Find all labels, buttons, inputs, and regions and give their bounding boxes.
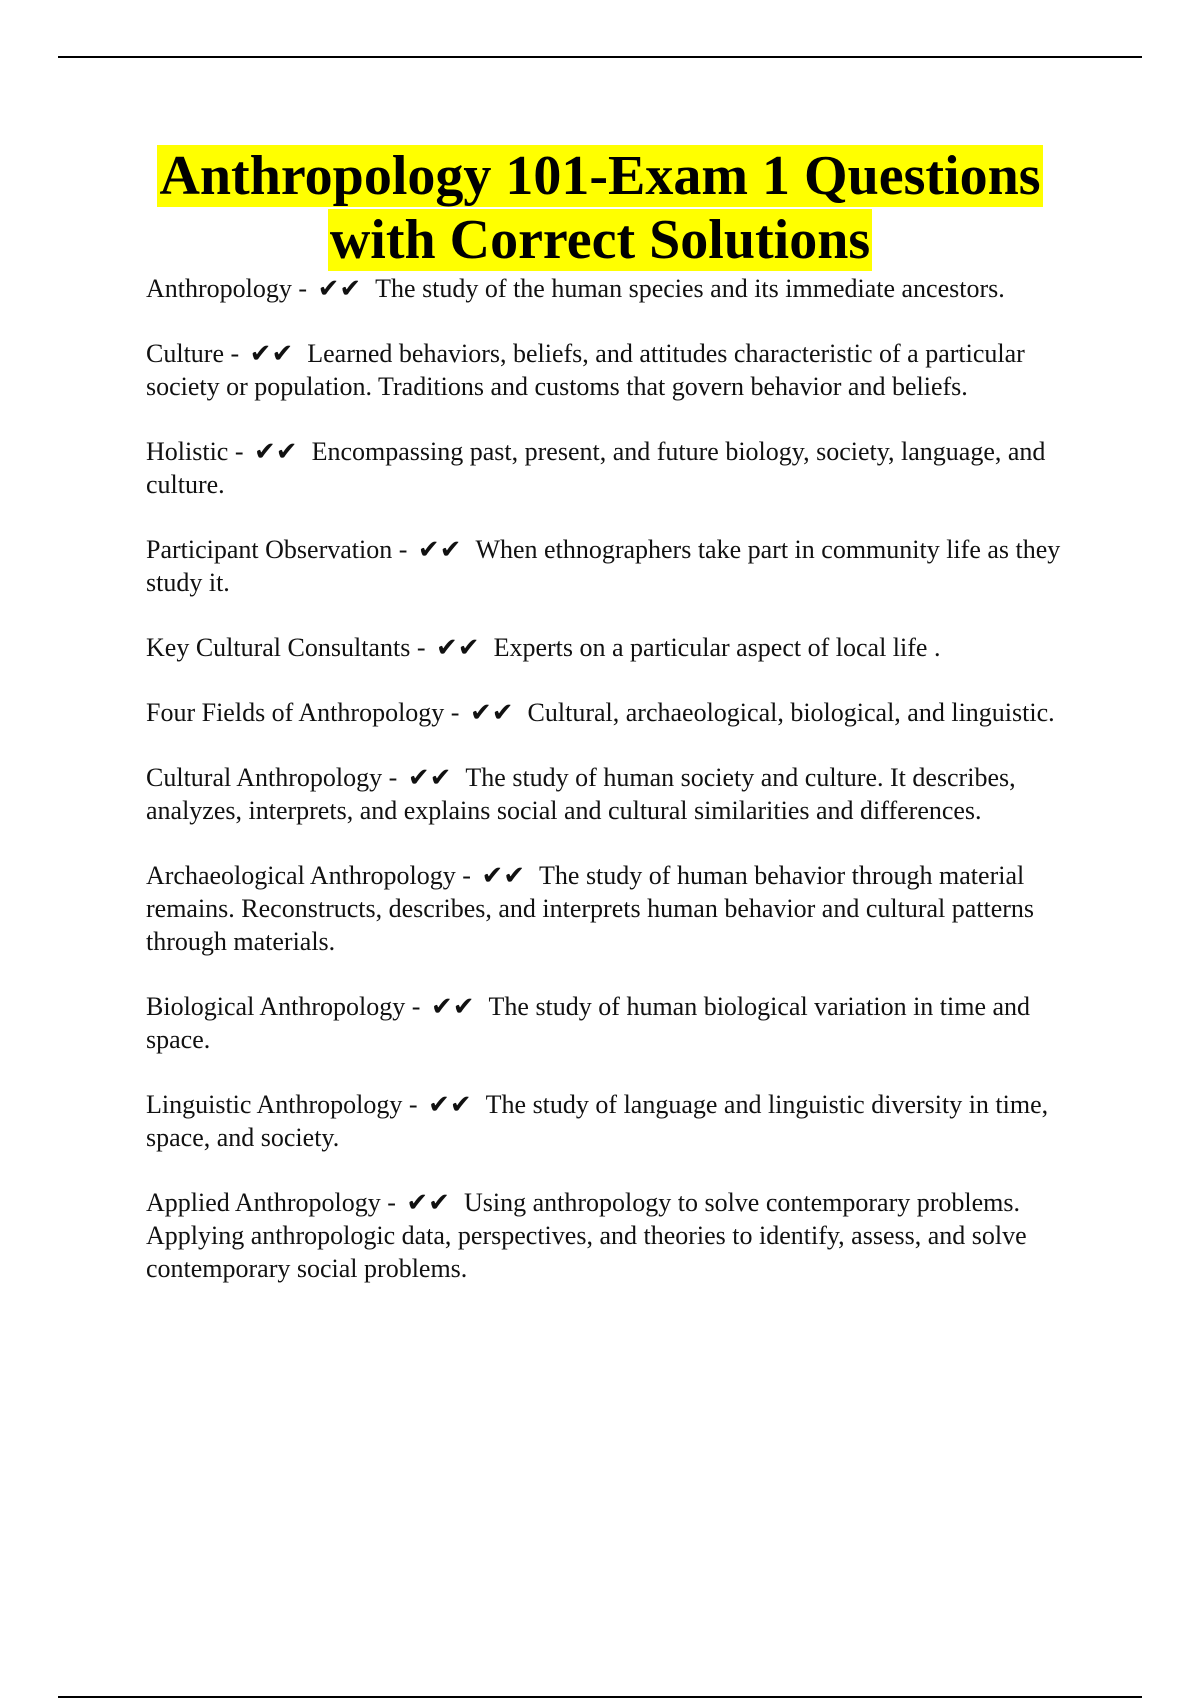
bottom-rule bbox=[58, 1696, 1142, 1698]
separator: - bbox=[402, 1090, 425, 1119]
separator: - bbox=[382, 763, 404, 792]
term: Culture bbox=[146, 339, 224, 368]
double-check-icon: ✔✔ bbox=[249, 339, 294, 368]
separator: - bbox=[224, 339, 246, 368]
definition: Encompassing past, present, and future biology, society, language, and culture. bbox=[146, 437, 1046, 499]
separator: - bbox=[455, 861, 478, 890]
definition: The study of human behavior through material remains. Reconstructs, describes, and interprets human behavior and cultural patterns through materials. bbox=[146, 861, 1035, 956]
double-check-icon: ✔✔ bbox=[481, 861, 526, 890]
definition: Learned behaviors, beliefs, and attitudes characteristic of a particular society or population. Traditions and customs that govern behavior and beliefs. bbox=[146, 339, 1025, 401]
top-rule bbox=[58, 56, 1142, 58]
qa-entry bbox=[146, 272, 1096, 305]
double-check-icon: ✔✔ bbox=[317, 274, 362, 303]
separator: - bbox=[380, 1188, 403, 1217]
term: Biological Anthropology bbox=[146, 992, 406, 1021]
double-check-icon: ✔✔ bbox=[430, 992, 475, 1021]
qa-entry bbox=[146, 859, 1096, 958]
definition: When ethnographers take part in community life as they study it. bbox=[146, 535, 1061, 597]
double-check-icon: ✔✔ bbox=[428, 1090, 472, 1119]
qa-entry bbox=[146, 533, 1096, 599]
separator: - bbox=[405, 992, 427, 1021]
qa-entry bbox=[146, 1186, 1096, 1285]
term: Key Cultural Consultants bbox=[146, 633, 411, 662]
term: Four Fields of Anthropology bbox=[146, 698, 445, 727]
title-line-1: Anthropology 101-Exam 1 Questions bbox=[159, 145, 1041, 207]
separator: - bbox=[392, 535, 414, 564]
qa-entry bbox=[146, 337, 1096, 403]
term: Applied Anthropology bbox=[146, 1188, 381, 1217]
definition: The study of human society and culture. It describes, analyzes, interprets, and explains social and cultural similarities and differences. bbox=[146, 763, 1016, 825]
qa-entry bbox=[146, 435, 1096, 501]
term: Holistic bbox=[146, 437, 229, 466]
definition: The study of human biological variation in time and space. bbox=[146, 992, 1031, 1054]
qa-entry bbox=[146, 990, 1096, 1056]
definition: Cultural, archaeological, biological, and linguistic. bbox=[527, 698, 1055, 727]
separator: - bbox=[291, 274, 314, 303]
separator: - bbox=[444, 698, 466, 727]
term: Cultural Anthropology bbox=[146, 763, 383, 792]
qa-entry bbox=[146, 696, 1096, 729]
qa-entry bbox=[146, 631, 1096, 664]
double-check-icon: ✔✔ bbox=[469, 698, 514, 727]
definition: The study of language and linguistic diversity in time, space, and society. bbox=[146, 1090, 1049, 1152]
qa-list bbox=[146, 272, 1096, 1317]
title-line-2: with Correct Solutions bbox=[329, 209, 871, 271]
definition: Experts on a particular aspect of local life . bbox=[493, 633, 941, 662]
double-check-icon: ✔✔ bbox=[254, 437, 298, 466]
double-check-icon: ✔✔ bbox=[407, 763, 452, 792]
separator: - bbox=[410, 633, 432, 662]
double-check-icon: ✔✔ bbox=[417, 535, 462, 564]
definition: Using anthropology to solve contemporary problems. Applying anthropologic data, perspectives, and theories to identify, assess, and solve contemporary social problems. bbox=[146, 1188, 1027, 1283]
term: Archaeological Anthropology bbox=[146, 861, 456, 890]
separator: - bbox=[228, 437, 251, 466]
definition: The study of the human species and its immediate ancestors. bbox=[375, 274, 1005, 303]
term: Participant Observation bbox=[146, 535, 393, 564]
term: Linguistic Anthropology bbox=[146, 1090, 403, 1119]
qa-entry bbox=[146, 1088, 1096, 1154]
double-check-icon: ✔✔ bbox=[436, 633, 480, 662]
qa-entry bbox=[146, 761, 1096, 827]
double-check-icon: ✔✔ bbox=[406, 1188, 450, 1217]
term: Anthropology bbox=[146, 274, 292, 303]
document-title bbox=[100, 144, 1100, 272]
